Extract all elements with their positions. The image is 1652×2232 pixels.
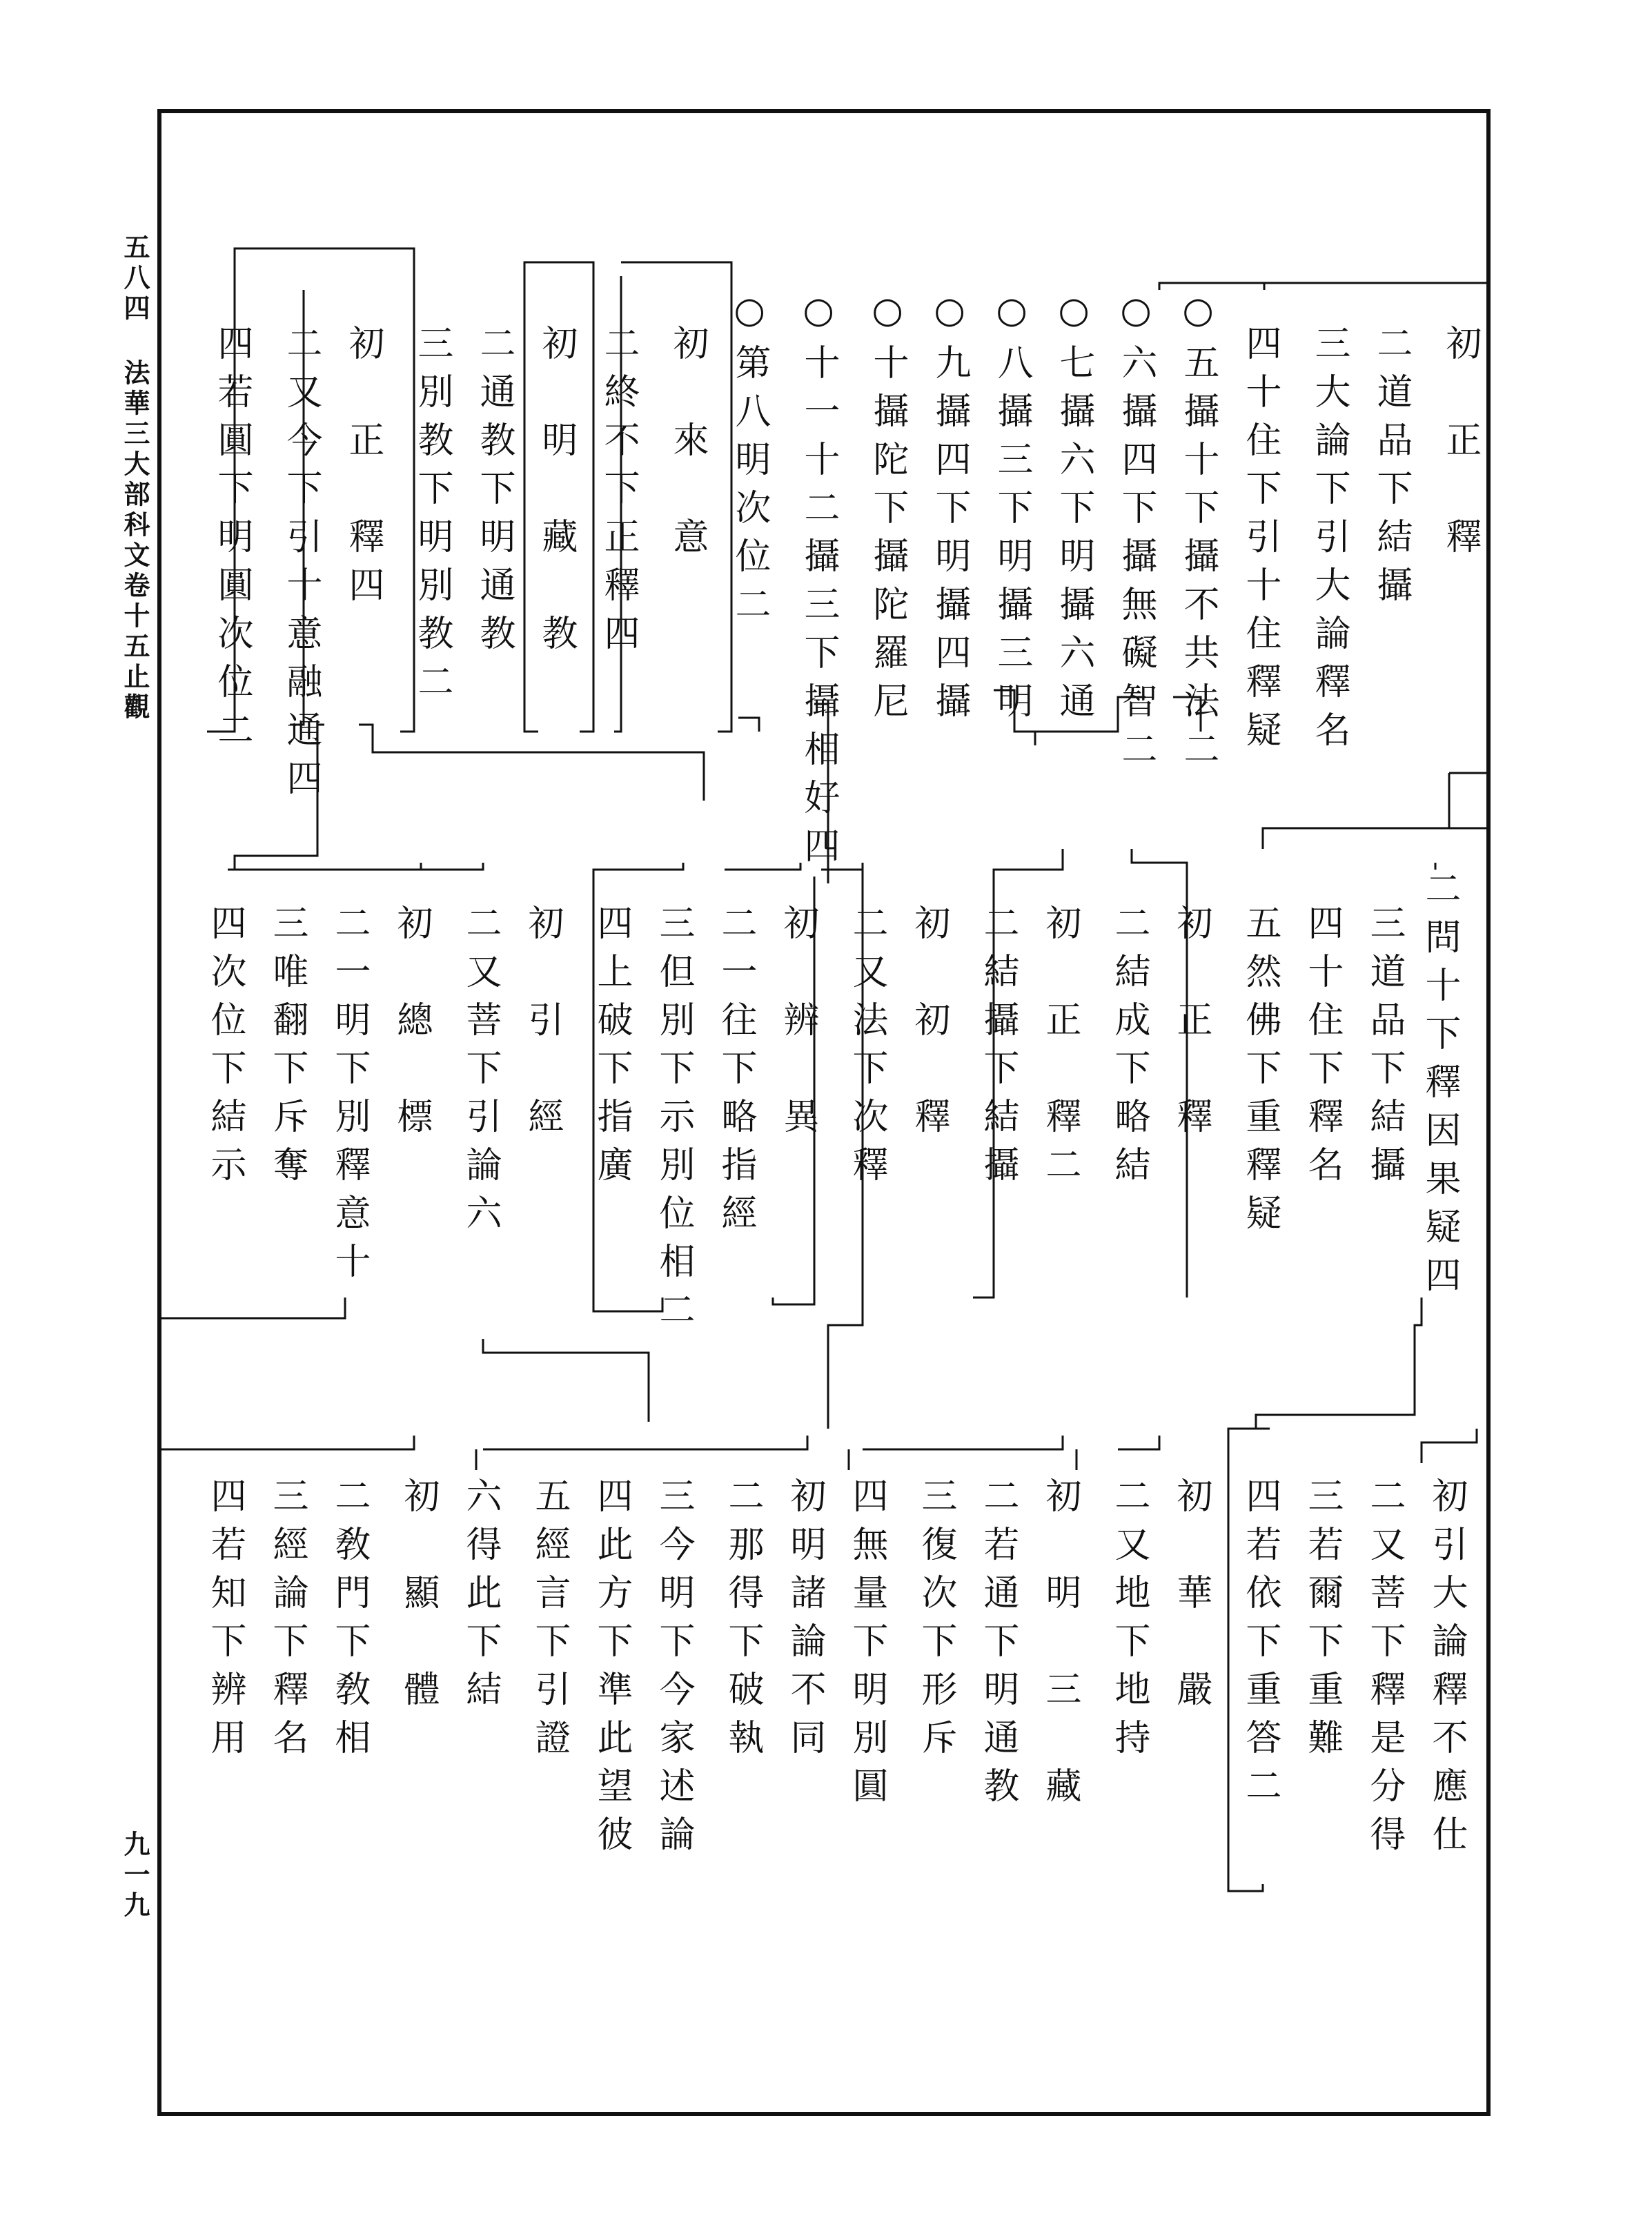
outline-entry: 初 正 釋四 (342, 324, 384, 614)
outline-entry: 二道品下結攝 (1370, 324, 1412, 614)
outline-entry: ○八攝三下明攝三明 (991, 290, 1032, 730)
outline-entry: ○第八明次位二 (729, 290, 770, 634)
outline-entry: 二一往下略指經 (715, 904, 756, 1242)
outline-entry: 初 正 釋 (1439, 324, 1481, 566)
outline-entry: 初 正 釋 (1170, 904, 1212, 1146)
outline-entry: 二又菩下引論六 (460, 904, 501, 1242)
outline-entry: 五然佛下重釋疑 (1239, 904, 1281, 1242)
outline-entry: 三但別下示別位相二 (653, 904, 694, 1339)
outline-entry: 四若知下辨用 (204, 1477, 246, 1767)
outline-entry: 初明諸論不同 (784, 1477, 825, 1767)
outline-entry: ○五攝十下攝不共法二 (1177, 290, 1219, 779)
outline-entry: 三別教下明別教二 (411, 324, 453, 711)
outline-entry: 初 初 釋 (908, 904, 950, 1146)
outline-entry: ○七攝六下明攝六通 (1053, 290, 1094, 730)
outline-entry: 三若爾下重難 (1301, 1477, 1343, 1767)
outline-entry: 二問十下釋因果疑四 (1419, 870, 1460, 1304)
outline-entry: 二敎門下敎相 (328, 1477, 370, 1767)
outline-entry: 五經言下引證 (529, 1477, 570, 1767)
outline-entry: 三唯翻下斥奪 (266, 904, 308, 1194)
outline-entry: ○六攝四下攝無礙智二 (1115, 290, 1157, 779)
volume-number: 五八四 (119, 233, 150, 324)
outline-entry: 二若通下明通教 (977, 1477, 1019, 1815)
outline-entry: 二結攝下結攝 (977, 904, 1019, 1194)
outline-entry: 初 明 三 藏 (1039, 1477, 1081, 1815)
outline-entry: 四若依下重答二 (1239, 1477, 1281, 1815)
outline-entry: 二一明下別釋意十 (328, 904, 370, 1291)
outline-entry: 初 華 嚴 (1170, 1477, 1212, 1719)
outline-entry: ○九攝四下明攝四攝 (929, 290, 970, 730)
outline-entry: 二那得下破執 (722, 1477, 763, 1767)
outline-entry: 二又法下次釋 (846, 904, 887, 1194)
outline-entry: 三道品下結攝 (1364, 904, 1405, 1194)
outline-entry: 二終不下正釋四 (598, 324, 639, 663)
outline-entry: ○十一十二攝三下攝相好四 (798, 290, 839, 875)
outline-entry: 初 正 釋二 (1039, 904, 1081, 1194)
outline-entry: ○十攝陀下攝陀羅尼 (867, 290, 908, 730)
outline-entry: 四上破下指廣 (591, 904, 632, 1194)
book-title: 法華三大部科文卷十五止觀 (119, 359, 150, 723)
outline-entry: 六得此下結 (460, 1477, 501, 1719)
outline-entry: 三大論下引大論釋名 (1308, 324, 1350, 759)
outline-entry: 二結成下略結 (1108, 904, 1150, 1194)
page-number: 九一九 (119, 1830, 150, 1921)
outline-entry: 二又菩下釋是分得 (1364, 1477, 1405, 1863)
outline-entry: 初引大論釋不應仕 (1426, 1477, 1467, 1863)
outline-entry: 四十住下引十住釋疑 (1239, 324, 1281, 759)
outline-entry: 三經論下釋名 (266, 1477, 308, 1767)
outline-entry: 初 顯 體 (397, 1477, 439, 1719)
outline-entry: 四十住下釋名 (1301, 904, 1343, 1194)
outline-entry: 四若圓下明圓次位二 (211, 324, 253, 759)
outline-entry: 二又地下地持 (1108, 1477, 1150, 1767)
outline-entry: 三今明下今家述論 (653, 1477, 694, 1863)
outline-entry: 四無量下明別圓 (846, 1477, 887, 1815)
outline-entry: 三復次下形斥 (915, 1477, 956, 1767)
outline-entry: 初 來 意 (667, 324, 708, 566)
outline-entry: 二又今下引十意融通四 (280, 324, 322, 807)
outline-entry: 初 辨 異 (777, 904, 818, 1146)
outline-entry: 初 總 標 (391, 904, 432, 1146)
outline-entry: 四此方下準此望彼 (591, 1477, 632, 1863)
outline-entry: 二通教下明通教 (473, 324, 515, 663)
outline-entry: 初 引 經 (522, 904, 563, 1146)
outline-entry: 初 明 藏 教 (535, 324, 577, 663)
outline-entry: 四次位下結示 (204, 904, 246, 1194)
